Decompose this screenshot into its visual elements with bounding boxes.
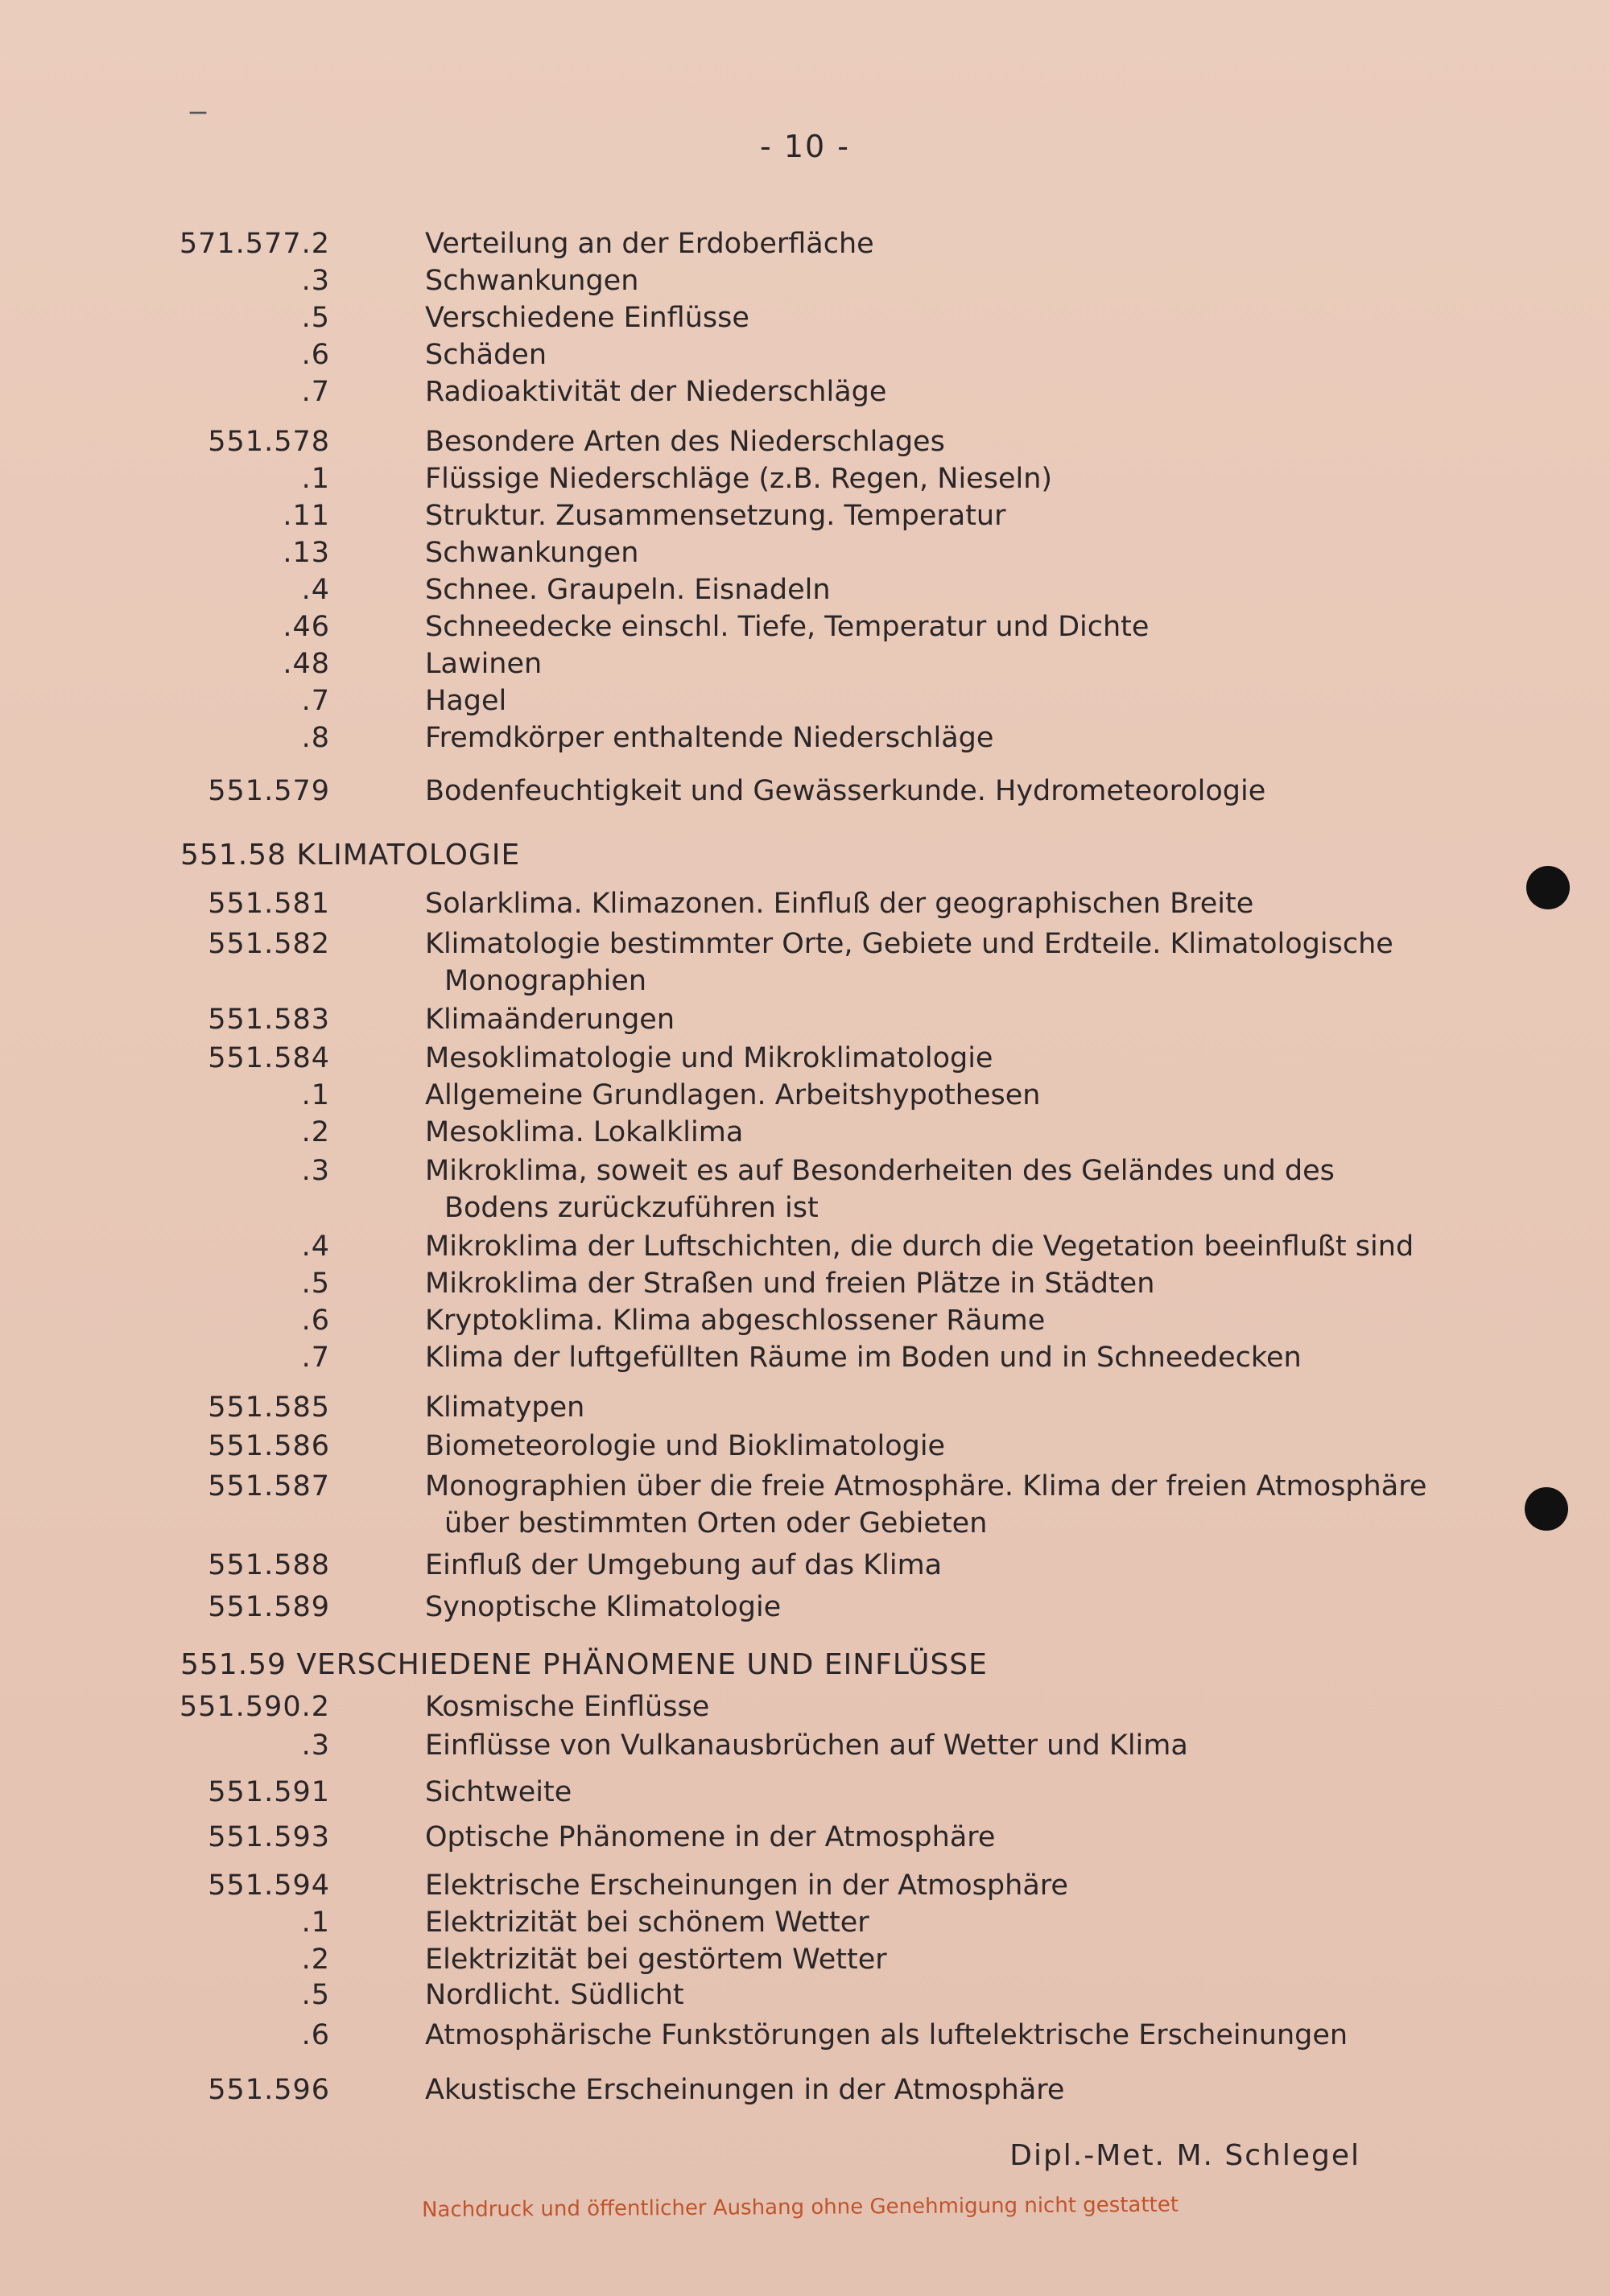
entry-text: Biometeorologie und Bioklimatologie [425, 1430, 946, 1462]
entry-code: .48 [283, 648, 330, 680]
entry-text: Optische Phänomene in der Atmosphäre [425, 1821, 996, 1853]
entry-code: 551.579 [208, 775, 330, 807]
entry-code: .7 [301, 376, 330, 408]
entry-text: Fremdkörper enthaltende Niederschläge [425, 722, 994, 754]
entry-code: .1 [301, 463, 330, 495]
entry-code: 551.588 [208, 1549, 330, 1581]
punch-hole [1526, 866, 1570, 909]
entry-text: Schäden [425, 339, 547, 371]
entry-code: .3 [301, 265, 330, 297]
entry-code: .11 [283, 500, 330, 532]
entry-text: Elektrizität bei gestörtem Wetter [425, 1944, 887, 1976]
entry-code: 551.585 [208, 1391, 330, 1424]
entry-text: Nordlicht. Südlicht [425, 1979, 684, 2011]
entry-text: Hagel [425, 685, 507, 717]
entry-text: Radioaktivität der Niederschläge [425, 376, 887, 408]
entry-code: 551.589 [208, 1591, 330, 1623]
entry-text-continued: Monographien [444, 965, 647, 997]
entry-text: Schnee. Graupeln. Eisnadeln [425, 574, 831, 606]
entry-text: Elektrische Erscheinungen in der Atmosphäre [425, 1869, 1068, 1902]
entry-code: 551.584 [208, 1042, 330, 1074]
entry-code: .2 [301, 1116, 330, 1148]
entry-code: 551.587 [208, 1470, 330, 1502]
entry-text: Einfluß der Umgebung auf das Klima [425, 1549, 943, 1581]
entry-code: .5 [301, 1268, 330, 1300]
entry-text-continued: Bodens zurückzuführen ist [444, 1192, 819, 1224]
entry-text: Akustische Erscheinungen in der Atmosphäre [425, 2074, 1065, 2106]
margin-mark: _ [190, 77, 206, 114]
entry-code: .7 [301, 685, 330, 717]
entry-code: .1 [301, 1079, 330, 1111]
entry-code: 551.590.2 [179, 1691, 330, 1723]
entry-text: Schneedecke einschl. Tiefe, Temperatur und Dichte [425, 611, 1150, 643]
entry-code: .1 [301, 1906, 330, 1939]
entry-text: Solarklima. Klimazonen. Einfluß der geographischen Breite [425, 888, 1254, 920]
entry-text: Klimatologie bestimmter Orte, Gebiete und Erdteile. Klimatologische [425, 928, 1393, 960]
entry-text: Elektrizität bei schönem Wetter [425, 1906, 869, 1939]
section-heading: 551.58 KLIMATOLOGIE [180, 839, 521, 872]
entry-code: .6 [301, 2019, 330, 2051]
entry-text: Schwankungen [425, 265, 639, 297]
entry-code: .5 [301, 1979, 330, 2011]
entry-code: .6 [301, 339, 330, 371]
entry-code: 571.577.2 [179, 228, 330, 260]
entry-code: 551.594 [208, 1869, 330, 1902]
entry-text: Struktur. Zusammensetzung. Temperatur [425, 500, 1006, 532]
entry-text: Klimaänderungen [425, 1004, 675, 1036]
entry-code: .13 [283, 537, 330, 569]
entry-text: Bodenfeuchtigkeit und Gewässerkunde. Hydrometeorologie [425, 775, 1266, 807]
entry-code: .5 [301, 302, 330, 334]
entry-text: Mikroklima, soweit es auf Besonderheiten des Geländes und des [425, 1155, 1335, 1187]
entry-text: Kosmische Einflüsse [425, 1691, 710, 1723]
entry-code: 551.596 [208, 2074, 330, 2106]
entry-code: .6 [301, 1305, 330, 1337]
entry-code: 551.578 [208, 426, 330, 458]
entry-code: 551.583 [208, 1004, 330, 1036]
entry-code: .7 [301, 1342, 330, 1374]
entry-text: Mikroklima der Straßen und freien Plätze in Städten [425, 1268, 1155, 1300]
entry-text: Synoptische Klimatologie [425, 1591, 782, 1623]
entry-text: Mikroklima der Luftschichten, die durch die Vegetation beeinflußt sind [425, 1230, 1414, 1263]
entry-code: .2 [301, 1944, 330, 1976]
entry-text: Allgemeine Grundlagen. Arbeitshypothesen [425, 1079, 1041, 1111]
entry-text: Flüssige Niederschläge (z.B. Regen, Nieseln) [425, 463, 1053, 495]
entry-text: Besondere Arten des Niederschlages [425, 426, 945, 458]
entry-text: Atmosphärische Funkstörungen als luftelektrische Erscheinungen [425, 2019, 1348, 2051]
punch-hole [1525, 1487, 1568, 1531]
entry-text: Einflüsse von Vulkanausbrüchen auf Wetter und Klima [425, 1729, 1188, 1762]
entry-text: Schwankungen [425, 537, 639, 569]
entry-text: Verschiedene Einflüsse [425, 302, 749, 334]
entry-text: Mesoklimatologie und Mikroklimatologie [425, 1042, 993, 1074]
entry-text: Verteilung an der Erdoberfläche [425, 228, 874, 260]
entry-code: .3 [301, 1729, 330, 1762]
entry-code: 551.581 [208, 888, 330, 920]
entry-text: Klima der luftgefüllten Räume im Boden und in Schneedecken [425, 1342, 1302, 1374]
entry-text: Klimatypen [425, 1391, 585, 1424]
entry-text: Monographien über die freie Atmosphäre. Klima der freien Atmosphäre [425, 1470, 1427, 1502]
entry-text-continued: über bestimmten Orten oder Gebieten [444, 1507, 988, 1540]
entry-code: .3 [301, 1155, 330, 1187]
entry-code: 551.591 [208, 1776, 330, 1808]
entry-code: 551.586 [208, 1430, 330, 1462]
signature: Dipl.-Met. M. Schlegel [1009, 2139, 1360, 2172]
entry-text: Lawinen [425, 648, 543, 680]
entry-text: Mesoklima. Lokalklima [425, 1116, 744, 1148]
page-number: - 10 - [760, 129, 850, 164]
entry-code: .8 [301, 722, 330, 754]
entry-code: .4 [301, 1230, 330, 1263]
entry-code: .46 [283, 611, 330, 643]
entry-text: Kryptoklima. Klima abgeschlossener Räume [425, 1305, 1046, 1337]
reprint-notice: Nachdruck und öffentlicher Aushang ohne Genehmigung nicht gestattet [421, 2192, 1179, 2223]
section-heading: 551.59 VERSCHIEDENE PHÄNOMENE UND EINFLÜSSE [180, 1648, 988, 1681]
entry-text: Sichtweite [425, 1776, 572, 1808]
entry-code: 551.582 [208, 928, 330, 960]
entry-code: 551.593 [208, 1821, 330, 1853]
entry-code: .4 [301, 574, 330, 606]
